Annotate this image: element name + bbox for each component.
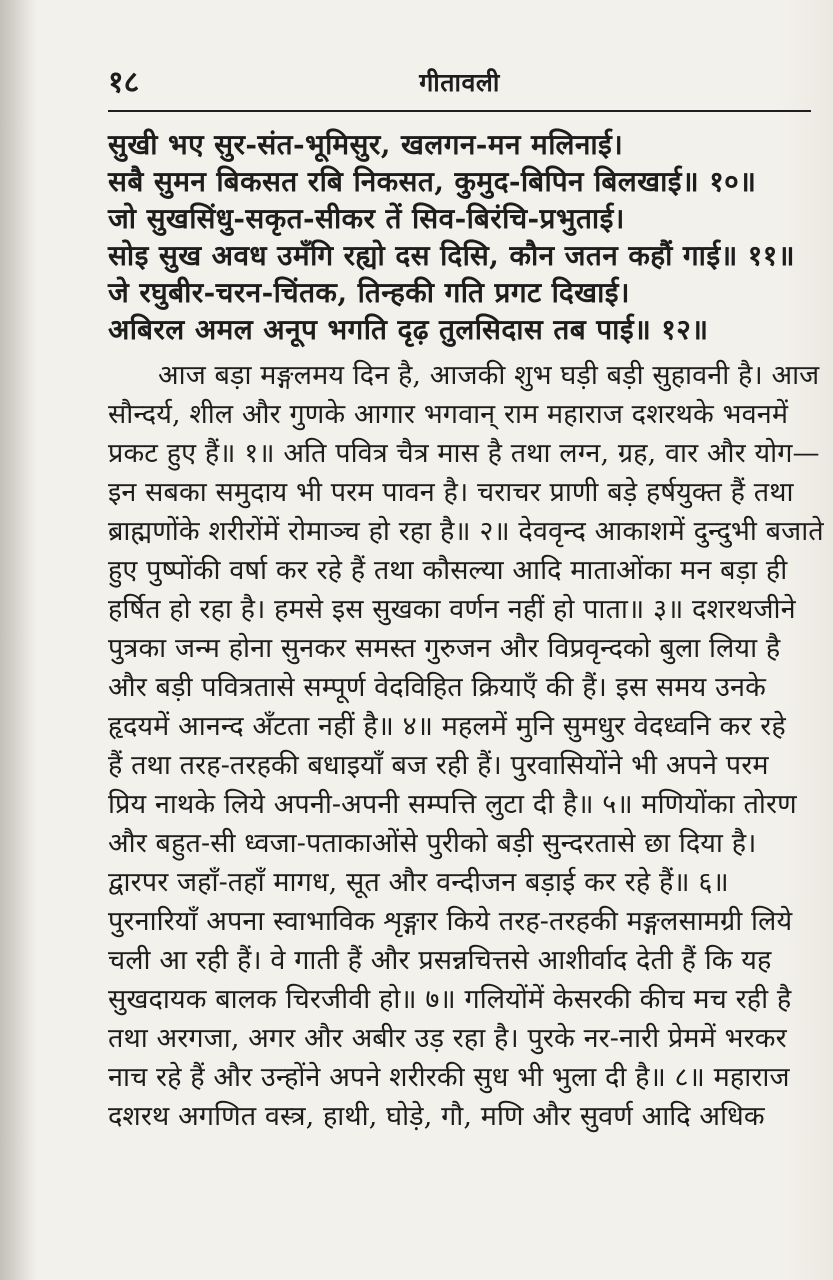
- commentary-line: द्वारपर जहाँ-तहाँ मागध, सूत और वन्दीजन बड़ाई कर रहे हैं॥ ६॥: [108, 867, 729, 898]
- verse-line: जो सुखसिंधु-सकृत-सीकर तें सिव-बिरंचि-प्रभुताई।: [108, 202, 625, 235]
- running-title: गीतावली: [419, 68, 500, 97]
- commentary-line: ब्राह्मणोंके शरीरोंमें रोमाञ्च हो रहा है॥ २॥ देववृन्द आकाशमें दुन्दुभी बजाते: [108, 516, 824, 547]
- commentary-line: हुए पुष्पोंकी वर्षा कर रहे हैं तथा कौसल्या आदि माताओंका मन बड़ा ही: [108, 555, 788, 586]
- commentary-line: दशरथ अगणित वस्त्र, हाथी, घोड़े, गौ, मणि और सुवर्ण आदि अधिक: [108, 1101, 765, 1132]
- commentary-line: चली आ रही हैं। वे गाती हैं और प्रसन्नचित्तसे आशीर्वाद देती हैं कि यह: [108, 945, 772, 976]
- page-header: [108, 65, 811, 112]
- verse-block: [108, 126, 811, 348]
- commentary-line: हृदयमें आनन्द अँटता नहीं है॥ ४॥ महलमें मुनि सुमधुर वेदध्वनि कर रहे: [108, 711, 786, 742]
- verse-line: सोइ सुख अवध उमँगि रह्यो दस दिसि, कौन जतन कहौं गाई॥ ११॥: [108, 239, 795, 272]
- page-number: १८: [108, 65, 140, 100]
- commentary-line: तथा अरगजा, अगर और अबीर उड़ रहा है। पुरके नर-नारी प्रेममें भरकर: [108, 1023, 787, 1054]
- commentary-line: प्रकट हुए हैं॥ १॥ अति पवित्र चैत्र मास है तथा लग्न, ग्रह, वार और योग—: [108, 438, 820, 469]
- commentary-line: और बहुत-सी ध्वजा-पताकाओंसे पुरीको बड़ी सुन्दरतासे छा दिया है।: [108, 828, 757, 859]
- verse-line: जे रघुबीर-चरन-चिंतक, तिन्हकी गति प्रगट दिखाई।: [108, 276, 630, 309]
- commentary-line: इन सबका समुदाय भी परम पावन है। चराचर प्राणी बड़े हर्षयुक्त हैं तथा: [108, 477, 794, 508]
- commentary-line: पुत्रका जन्म होना सुनकर समस्त गुरुजन और विप्रवृन्दको बुला लिया है: [108, 633, 781, 664]
- verse-line: अबिरल अमल अनूप भगति दृढ़ तुलसिदास तब पाई॥ १२॥: [108, 313, 709, 346]
- commentary-line: नाच रहे हैं और उन्होंने अपने शरीरकी सुध भी भुला दी है॥ ८॥ महाराज: [108, 1062, 790, 1093]
- commentary-line: और बड़ी पवित्रतासे सम्पूर्ण वेदविहित क्रियाएँ की हैं। इस समय उनके: [108, 672, 766, 703]
- verse-line: सुखी भए सुर-संत-भूमिसुर, खलगन-मन मलिनाई।: [108, 128, 624, 161]
- commentary-line: सुखदायक बालक चिरजीवी हो॥ ७॥ गलियोंमें केसरकी कीच मच रही है: [108, 984, 792, 1015]
- commentary-line: सौन्दर्य, शील और गुणके आगार भगवान् राम महाराज दशरथके भवनमें: [108, 399, 789, 430]
- commentary-line: हैं तथा तरह-तरहकी बधाइयाँ बज रही हैं। पुरवासियोंने भी अपने परम: [108, 750, 769, 781]
- commentary-block: [108, 356, 824, 1136]
- commentary-line: आज बड़ा मङ्गलमय दिन है, आजकी शुभ घड़ी बड़ी सुहावनी है। आज: [158, 360, 820, 391]
- commentary-line: पुरनारियाँ अपना स्वाभाविक शृङ्गार किये तरह-तरहकी मङ्गलसामग्री लिये: [108, 906, 793, 937]
- commentary-line: प्रिय नाथके लिये अपनी-अपनी सम्पत्ति लुटा दी है॥ ५॥ मणियोंका तोरण: [108, 789, 797, 820]
- commentary-line: हर्षित हो रहा है। हमसे इस सुखका वर्णन नहीं हो पाता॥ ३॥ दशरथजीने: [108, 594, 796, 625]
- page-gutter-shadow: [0, 0, 36, 1280]
- verse-line: सबै सुमन बिकसत रबि निकसत, कुमुद-बिपिन बिलखाई॥ १०॥: [108, 165, 757, 198]
